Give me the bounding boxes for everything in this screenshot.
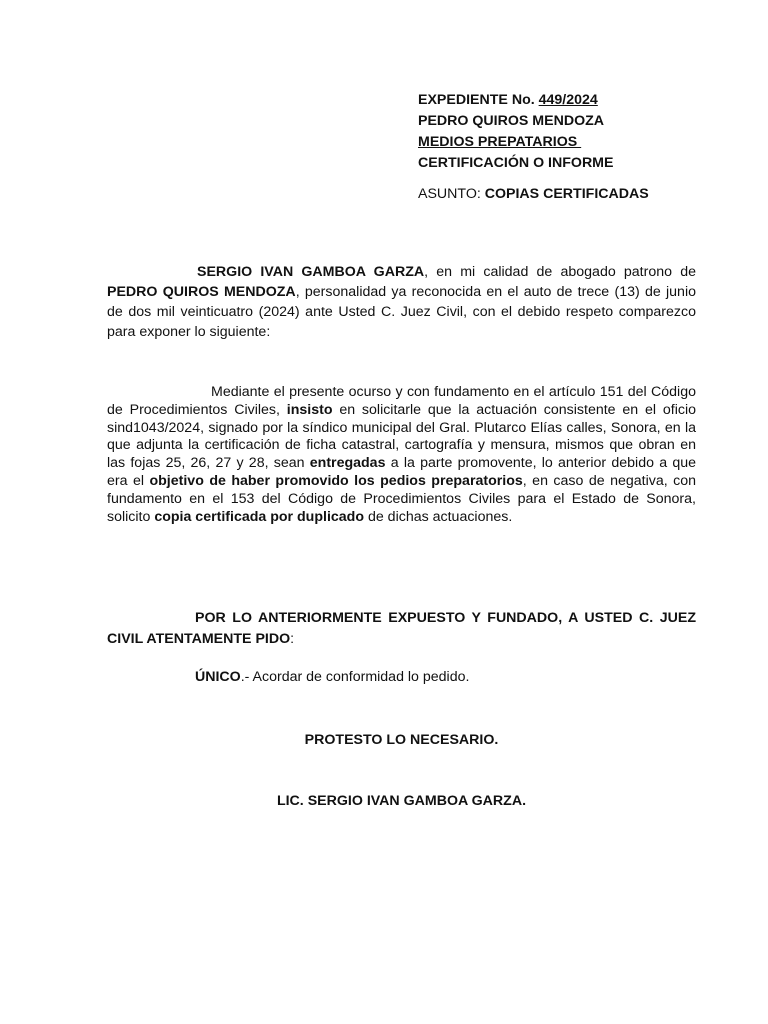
- paragraph1-text2: , personalidad ya reconocida en el auto de trece (13) de junio de dos mil veinticuatro (2024) ante Usted C. Juez Civil, con el debido respeto comparezco para exponer lo siguiente:: [107, 284, 696, 340]
- paragraph-unico: [107, 669, 696, 685]
- paragraph-introduction: [107, 262, 696, 342]
- paragraph2-text4: , en caso de negativa, con fundamento en el 153 del Código de Procedimientos Civiles para el Estado de Sonora, solicito: [107, 472, 696, 525]
- document-type: CERTIFICACIÓN O INFORME: [418, 155, 614, 171]
- paragraph1-text1: , en mi calidad de abogado patrono de: [424, 264, 696, 280]
- paragraph2-bold2: entregadas: [309, 455, 386, 472]
- subject-value: COPIAS CERTIFICADAS: [484, 186, 649, 202]
- paragraph2-bold4: copia certificada por duplicado: [154, 508, 365, 525]
- paragraph2-bold3: objetivo de haber promovido los pedios preparatorios: [149, 472, 523, 489]
- attorney-name: SERGIO IVAN GAMBOA GARZA: [197, 264, 425, 280]
- paragraph2-text3: a la parte promovente, lo anterior debido a que era el: [107, 455, 696, 489]
- paragraph-petition: [107, 608, 696, 650]
- signature-name: LIC. SERGIO IVAN GAMBOA GARZA.: [276, 793, 527, 809]
- paragraph2-bold1: insisto: [286, 401, 333, 418]
- unico-label: ÚNICO: [195, 669, 241, 685]
- paragraph2-text2: en solicitarle que la actuación consistente en el oficio sind1043/2024, signado por la síndico municipal del Gral. Plutarco Elías calles, Sonora, en la que adjunta la certificación de ficha catastral, cartografía y mensura, mismos que obran en las fojas 25, 26, 27 y 28, sean: [107, 401, 696, 472]
- matter-type: MEDIOS PREPATARIOS: [418, 134, 582, 150]
- paragraph2-text1: Mediante el presente ocurso y con fundamento en el artículo 151 del Código de Procedimientos Civiles,: [107, 384, 696, 418]
- party-name: PEDRO QUIROS MENDOZA: [418, 113, 605, 129]
- closing-statement: PROTESTO LO NECESARIO.: [304, 732, 499, 748]
- case-header: [418, 90, 613, 174]
- expediente-line: [418, 90, 613, 111]
- subject-label: ASUNTO:: [418, 186, 485, 202]
- paragraph-request: [107, 384, 696, 526]
- petition-heading: POR LO ANTERIORMENTE EXPUESTO Y FUNDADO, A USTED C. JUEZ CIVIL ATENTAMENTE PIDO: [107, 610, 696, 647]
- subject-line: [418, 186, 649, 202]
- expediente-label: EXPEDIENTE No.: [418, 92, 539, 108]
- paragraph2-text5: de dichas actuaciones.: [364, 508, 513, 525]
- petition-colon: :: [290, 631, 295, 647]
- expediente-number: 449/2024: [538, 92, 598, 108]
- unico-text: .- Acordar de conformidad lo pedido.: [240, 669, 470, 685]
- client-name: PEDRO QUIROS MENDOZA: [107, 284, 296, 300]
